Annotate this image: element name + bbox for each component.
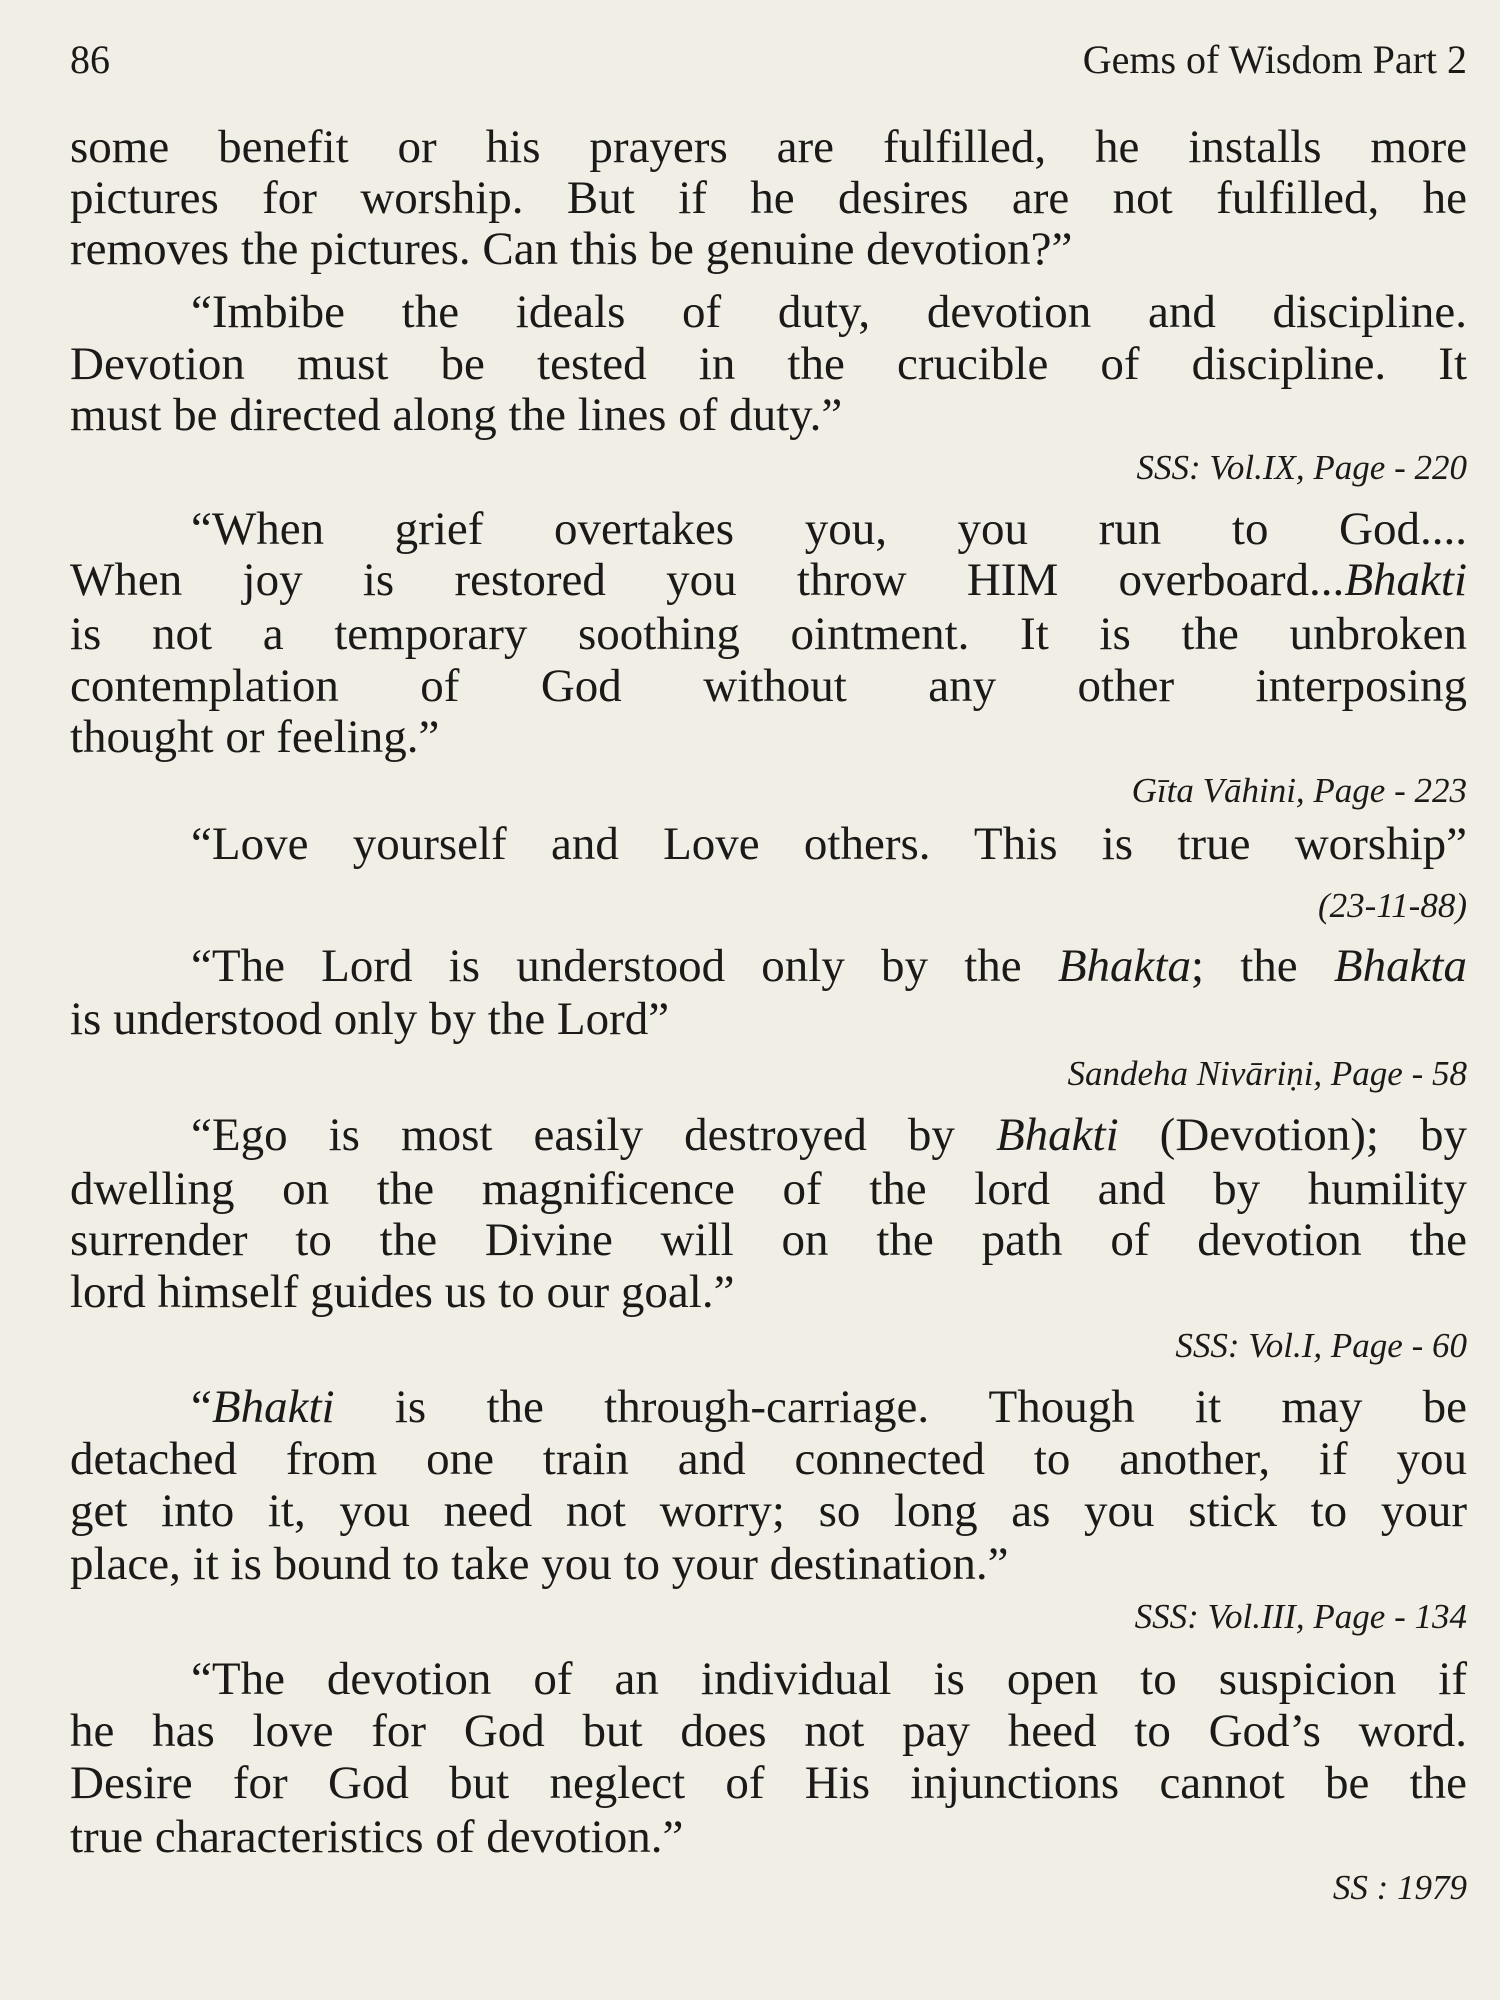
text-line: [70, 1651, 1467, 1707]
text-line: [70, 1264, 1467, 1320]
text-line: [70, 119, 1467, 175]
text-line: [70, 991, 1467, 1047]
text-segment: is the through-carriage. Though it may be: [334, 1381, 1467, 1433]
citation: SSS: Vol.I, Page - 60: [1175, 1326, 1467, 1365]
text-segment: Devotion must be tested in the crucible of discipline. It: [70, 338, 1467, 390]
text-segment: “Ego is most easily destroyed by: [191, 1109, 996, 1161]
text-line: [70, 1536, 1467, 1592]
text-line: [70, 938, 1467, 994]
text-segment: place, it is bound to take you to your destination.”: [70, 1538, 1009, 1590]
text-line: [70, 1431, 1467, 1487]
text-line: [70, 1212, 1467, 1268]
text-line: [70, 1379, 1467, 1435]
text-segment: “Imbibe the ideals of duty, devotion and discipline.: [191, 286, 1467, 338]
italic-term: Bhakti: [995, 1109, 1119, 1161]
text-segment: When joy is restored you throw HIM overboard...: [70, 554, 1345, 606]
text-line: [70, 1107, 1467, 1163]
text-segment: lord himself guides us to our goal.”: [70, 1266, 735, 1318]
text-segment: dwelling on the magnificence of the lord and by humility: [70, 1163, 1467, 1215]
text-line: [70, 816, 1467, 872]
text-line: [70, 658, 1467, 714]
text-segment: removes the pictures. Can this be genuine devotion?”: [70, 223, 1073, 275]
text-segment: Desire for God but neglect of His injunctions cannot be the: [70, 1757, 1467, 1809]
text-segment: true characteristics of devotion.”: [70, 1811, 684, 1863]
text-line: [70, 170, 1467, 226]
text-segment: ; the: [1190, 940, 1334, 992]
text-segment: pictures for worship. But if he desires are not fulfilled, he: [70, 172, 1467, 224]
text-segment: surrender to the Divine will on the path of devotion the: [70, 1214, 1467, 1266]
text-line: [70, 606, 1467, 662]
text-segment: must be directed along the lines of duty.”: [70, 389, 843, 441]
italic-term: Bhakta: [1057, 940, 1191, 992]
italic-term: Bhakti: [1344, 554, 1467, 606]
text-segment: “: [191, 1381, 212, 1433]
text-segment: detached from one train and connected to another, if you: [70, 1433, 1467, 1485]
text-line: [70, 709, 1467, 765]
italic-term: Bhakti: [211, 1381, 335, 1433]
citation: SSS: Vol.III, Page - 134: [1134, 1597, 1467, 1636]
text-line: [70, 552, 1467, 608]
text-segment: some benefit or his prayers are fulfilled, he installs more: [70, 121, 1467, 173]
citation: Sandeha Nivāriṇi, Page - 58: [1067, 1054, 1467, 1093]
text-line: [70, 221, 1467, 277]
text-line: [70, 1703, 1467, 1759]
citation: Gīta Vāhini, Page - 223: [1131, 771, 1467, 810]
text-line: [70, 1483, 1467, 1539]
text-line: [70, 1809, 1467, 1865]
text-segment: is not a temporary soothing ointment. It is the unbroken: [70, 608, 1467, 660]
citation: (23-11-88): [1317, 886, 1467, 925]
text-segment: thought or feeling.”: [70, 711, 440, 763]
page-number: 86: [70, 37, 110, 82]
text-segment: “The devotion of an individual is open to suspicion if: [191, 1653, 1467, 1705]
citation: SSS: Vol.IX, Page - 220: [1136, 448, 1467, 487]
text-line: [70, 501, 1467, 557]
text-line: [70, 387, 1467, 443]
italic-term: Bhakta: [1333, 940, 1467, 992]
text-segment: (Devotion); by: [1118, 1109, 1467, 1161]
text-line: [70, 1755, 1467, 1811]
running-header-title: Gems of Wisdom Part 2: [1082, 37, 1467, 82]
text-line: [70, 336, 1467, 392]
text-line: [70, 284, 1467, 340]
text-line: [70, 1161, 1467, 1217]
text-segment: “When grief overtakes you, you run to God....: [191, 503, 1467, 555]
text-segment: contemplation of God without any other interposing: [70, 660, 1467, 712]
text-segment: he has love for God but does not pay heed to God’s word.: [70, 1705, 1467, 1757]
text-segment: “The Lord is understood only by the: [191, 940, 1058, 992]
citation: SS : 1979: [1332, 1868, 1467, 1907]
text-segment: is understood only by the Lord”: [70, 993, 670, 1045]
text-segment: “Love yourself and Love others. This is true worship”: [191, 818, 1467, 870]
text-segment: get into it, you need not worry; so long as you stick to your: [70, 1485, 1467, 1537]
